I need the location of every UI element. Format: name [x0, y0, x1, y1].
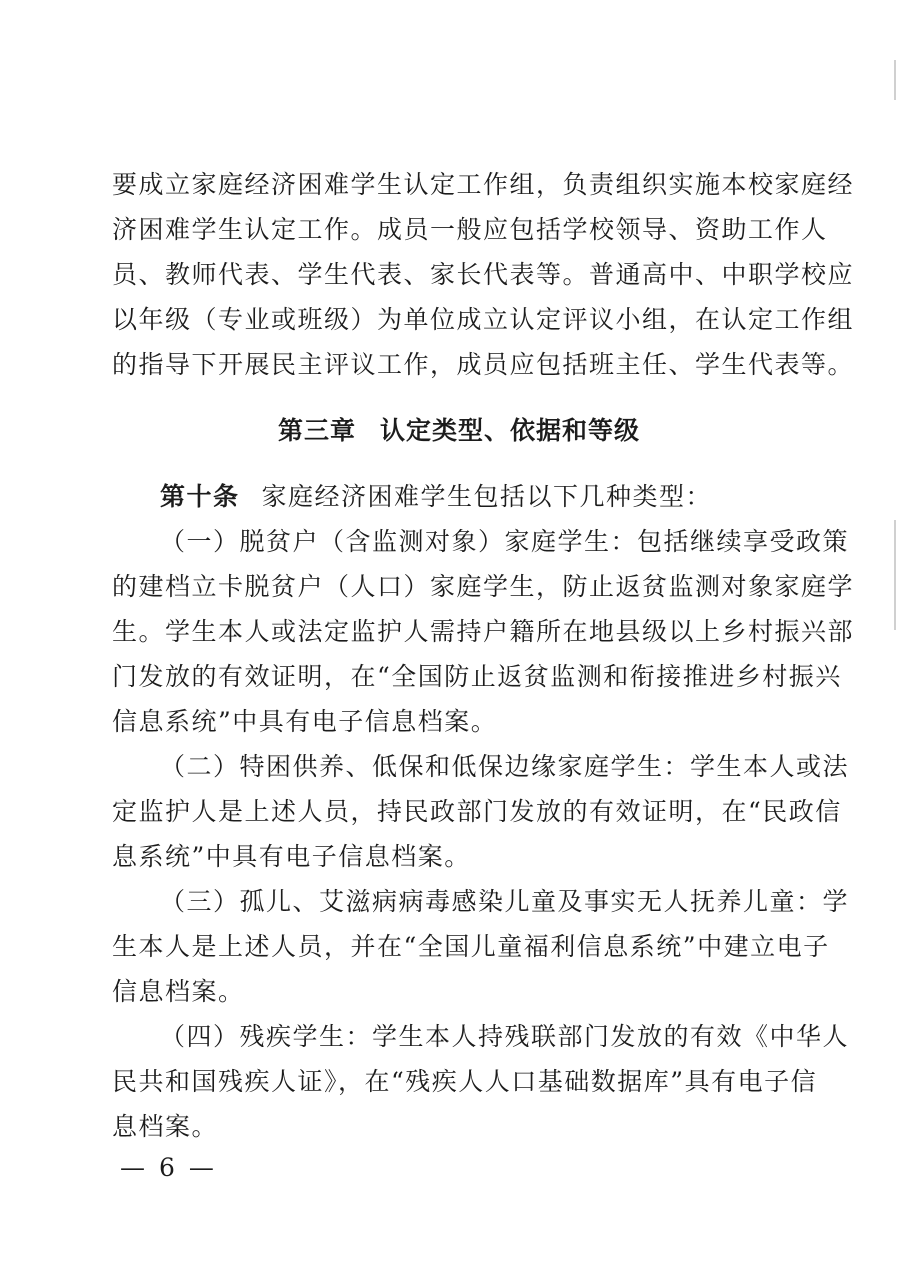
item-line: （一）脱贫户（含监测对象）家庭学生：包括继续享受政策	[160, 527, 850, 556]
item-line: 的建档立卡脱贫户（人口）家庭学生，防止返贫监测对象家庭学	[112, 572, 855, 601]
item-line: 生本人是上述人员，并在“全国儿童福利信息系统”中建立电子	[112, 932, 830, 961]
chapter-number: 第三章	[278, 416, 357, 445]
paragraph-line: 员、教师代表、学生代表、家长代表等。普通高中、中职学校应	[112, 260, 855, 289]
paragraph-line: 以年级（专业或班级）为单位成立认定评议小组，在认定工作组	[112, 305, 855, 334]
item-line: 门发放的有效证明，在“全国防止返贫监测和衔接推进乡村振兴	[112, 662, 842, 691]
page-number	[120, 1153, 214, 1183]
chapter-title: 认定类型、依据和等级	[380, 416, 641, 445]
chapter-heading	[278, 416, 640, 446]
paragraph-line: 济困难学生认定工作。成员一般应包括学校领导、资助工作人	[112, 215, 828, 244]
item-line: 息系统”中具有电子信息档案。	[112, 842, 471, 871]
article-line	[160, 482, 712, 512]
paragraph-line: 要成立家庭经济困难学生认定工作组，负责组织实施本校家庭经	[112, 170, 855, 199]
scan-edge-mark	[894, 520, 896, 630]
item-line: （三）孤儿、艾滋病病毒感染儿童及事实无人抚养儿童：学	[160, 887, 850, 916]
article-text: 家庭经济困难学生包括以下几种类型：	[261, 482, 713, 511]
item-line: 定监护人是上述人员，持民政部门发放的有效证明，在“民政信	[112, 797, 842, 826]
paragraph-line: 的指导下开展民主评议工作，成员应包括班主任、学生代表等。	[112, 350, 855, 379]
item-line: 民共和国残疾人证》，在“残疾人人口基础数据库”具有电子信	[112, 1067, 818, 1096]
item-line: （二）特困供养、低保和低保边缘家庭学生：学生本人或法	[160, 752, 850, 781]
scan-edge-mark	[894, 60, 896, 100]
item-line: 息档案。	[112, 1112, 219, 1141]
page-number-dash-left: —	[120, 1153, 145, 1182]
item-line: 生。学生本人或法定监护人需持户籍所在地县级以上乡村振兴部	[112, 617, 855, 646]
article-label: 第十条	[160, 482, 240, 511]
page-number-value: 6	[159, 1153, 175, 1182]
item-line: 信息系统”中具有电子信息档案。	[112, 707, 498, 736]
page-number-dash-right: —	[188, 1153, 214, 1182]
item-line: （四）残疾学生：学生本人持残联部门发放的有效《中华人	[160, 1022, 850, 1051]
item-line: 信息档案。	[112, 977, 245, 1006]
